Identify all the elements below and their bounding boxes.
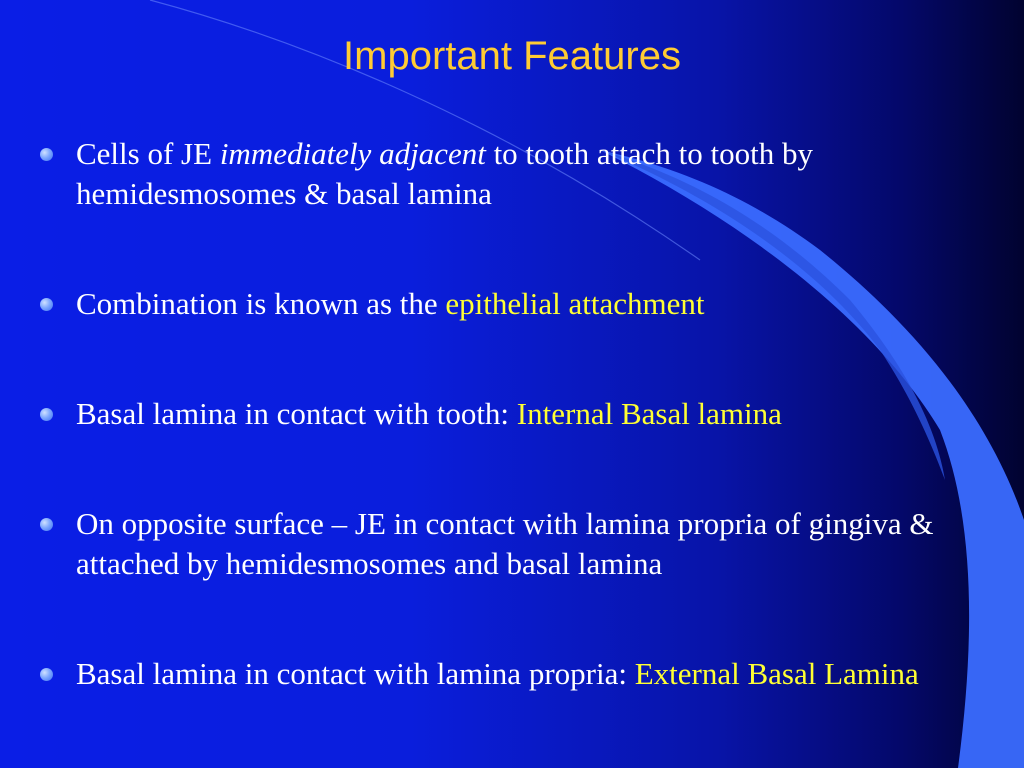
bullet-item [36,394,1016,434]
bullet-text: Basal lamina in contact with lamina propria: [76,656,635,691]
bullet-highlight: epithelial attachment [445,286,705,321]
bullet-icon [40,408,53,421]
bullet-icon [40,298,53,311]
bullet-text: to tooth attach to tooth by hemidesmosomes & basal lamina [76,136,813,211]
bullet-icon [40,148,53,161]
bullet-item [36,504,1016,584]
bullet-text: Basal lamina in contact with tooth: [76,396,517,431]
slide-title: Important Features [343,34,681,78]
bullet-icon [40,668,53,681]
bullet-text: Combination is known as the [76,286,446,321]
bullet-highlight: Internal Basal lamina [516,396,782,431]
bullet-item [36,284,1016,324]
bullet-item [36,654,1016,694]
bullet-text: Cells of JE [76,136,220,171]
bullet-text: On opposite surface – JE in contact with lamina propria of gingiva & attached by hemidesmosomes and basal lamina [76,506,934,581]
bullet-item [36,134,1016,214]
bullet-icon [40,518,53,531]
bullet-emphasis: immediately adjacent [219,136,486,171]
bullet-highlight: External Basal Lamina [634,656,919,691]
bullet-list [36,134,1016,764]
